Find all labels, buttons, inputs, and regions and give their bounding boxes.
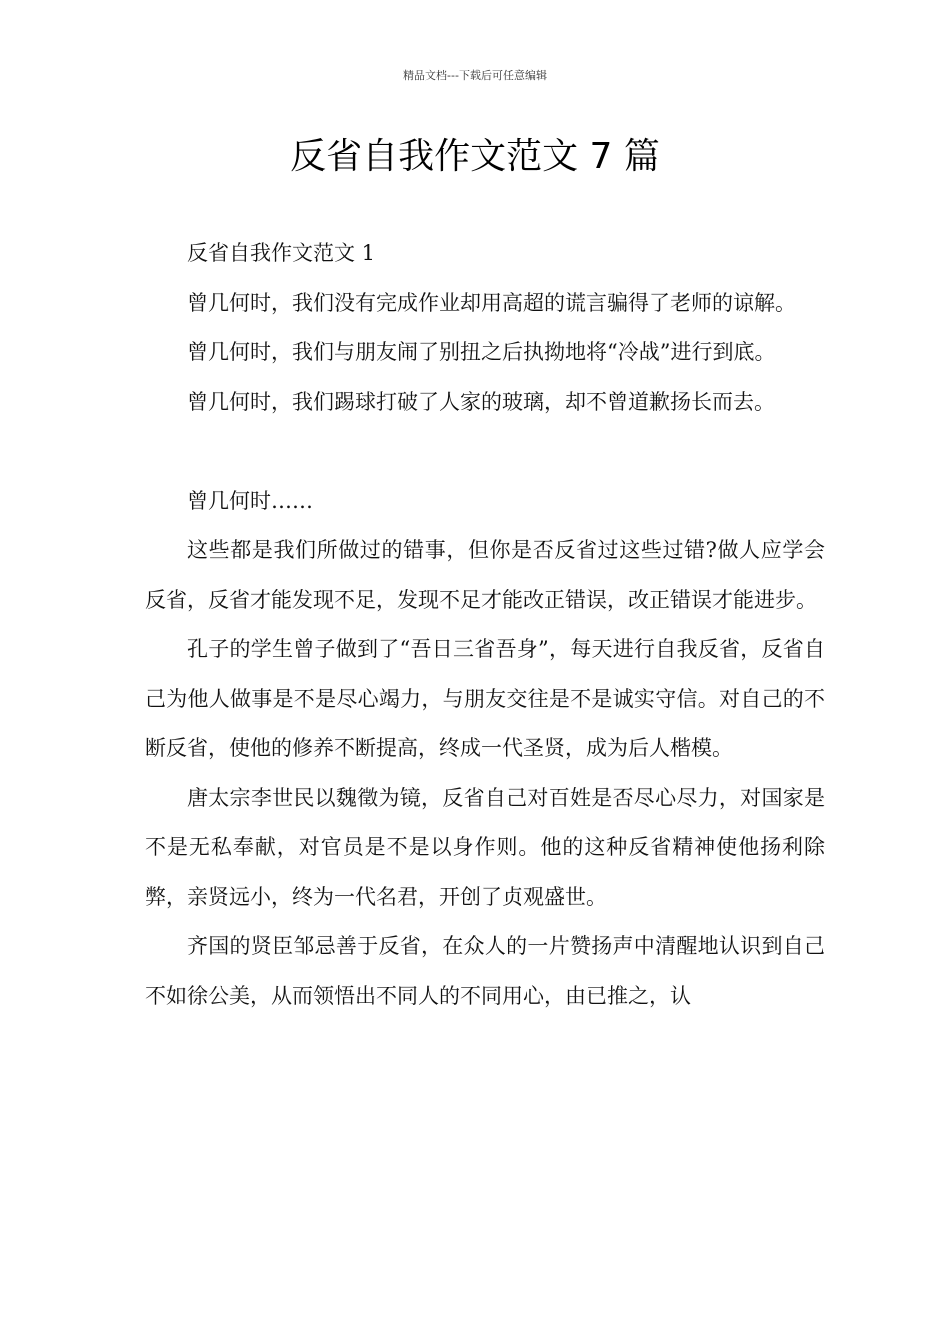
paragraph: 曾几何时，我们与朋友闹了别扭之后执拗地将“冷战”进行到底。 bbox=[187, 340, 776, 364]
paragraph: 曾几何时，我们踢球打破了人家的玻璃，却不曾道歉扬长而去。 bbox=[187, 389, 775, 414]
paragraph: 曾几何时…… bbox=[187, 488, 313, 513]
document-body bbox=[145, 229, 825, 1021]
paragraph: 唐太宗李世民以魏徵为镜，反省自己对百姓是否尽心尽力，对国家是不是无私奉献，对官员是不是以身作则。他的这种反省精神使他扬利除弊，亲贤远小，终为一代名君，开创了贞观盛世。 bbox=[145, 785, 825, 909]
paragraph: 齐国的贤臣邹忌善于反省，在众人的一片赞扬声中清醒地认识到自己不如徐公美，从而领悟出不同人的不同用心，由已推之，认 bbox=[145, 934, 825, 1008]
paragraph: 曾几何时，我们没有完成作业却用高超的谎言骗得了老师的谅解。 bbox=[187, 290, 796, 315]
paragraph: 孔子的学生曾子做到了“吾日三省吾身”，每天进行自我反省，反省自己为他人做事是不是尽心竭力，与朋友交往是不是诚实守信。对自己的不断反省，使他的修养不断提高，终成一代圣贤，成为后人楷模。 bbox=[145, 637, 825, 760]
section-heading: 反省自我作文范文 1 bbox=[187, 241, 376, 265]
paragraph: 这些都是我们所做过的错事，但你是否反省过这些过错?做人应学会反省，反省才能发现不足，发现不足才能改正错误，改正错误才能进步。 bbox=[145, 538, 825, 612]
document-title: 反省自我作文范文 7 篇 bbox=[290, 136, 660, 177]
header-note: 精品文档---下载后可任意编辑 bbox=[403, 69, 547, 82]
